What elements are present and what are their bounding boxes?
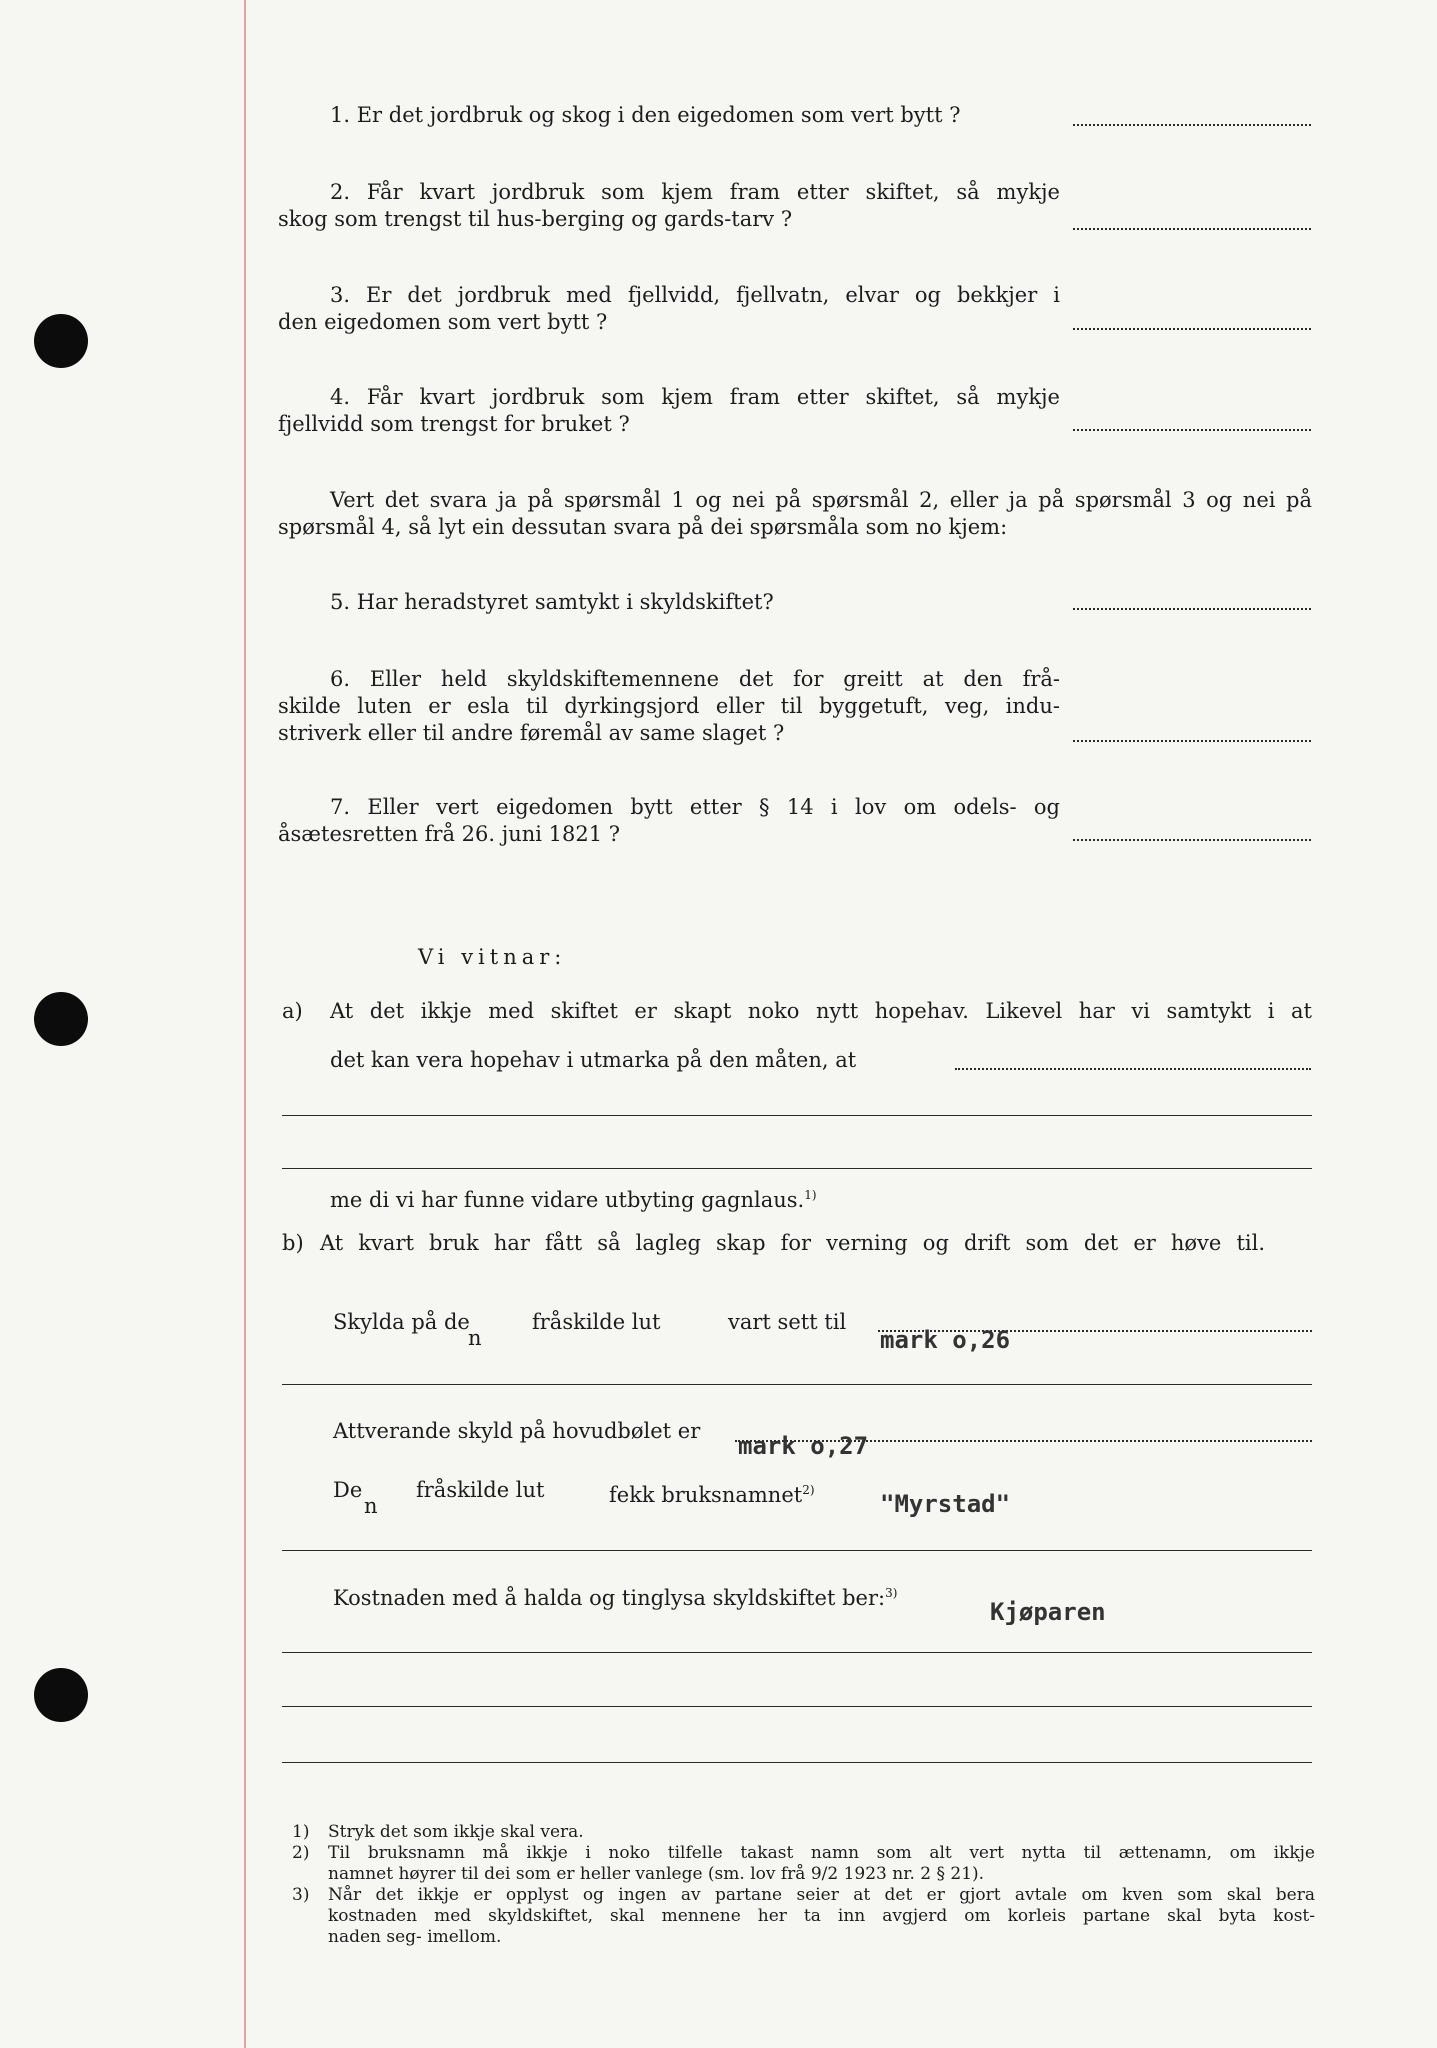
answer-line-1[interactable] [1073, 124, 1311, 126]
question-2-line-2: skog som trengst til hus-berging og gards-tarv ? [278, 207, 793, 231]
footnote-3-line-1: Når det ikkje er opplyst og ingen av partane seier at det er gjort avtale om kven som skal bera [328, 1885, 1315, 1905]
kostnad-line-3[interactable] [282, 1762, 1312, 1763]
bruksnamn-line[interactable] [282, 1550, 1312, 1551]
item-b-label: b) [282, 1231, 304, 1255]
den-suffix: n [364, 1494, 378, 1518]
attverande-value: mark o,27 [738, 1432, 869, 1460]
kostnad-line-2[interactable] [282, 1706, 1312, 1707]
footnote-2-mark: 2) [292, 1843, 310, 1863]
footnote-2-line-1: Til bruksnamn må ikkje i noko tilfelle takast namn som alt vert nytta til ættenamn, om ikkje [328, 1843, 1315, 1863]
skylda-line-2[interactable] [282, 1384, 1312, 1385]
kostnad-label: Kostnaden med å halda og tinglysa skyldskiftet ber:$^{3)}$ [333, 1586, 898, 1610]
answer-line-3[interactable] [1073, 328, 1311, 330]
question-2-line-1: 2. Får kvart jordbruk som kjem fram etter skiftet, så mykje [330, 180, 1060, 204]
intro-line-2: spørsmål 4, så lyt ein dessutan svara på dei spørsmåla som no kjem: [278, 515, 1008, 539]
den-label: De [333, 1478, 363, 1502]
question-3-line-2: den eigedomen som vert bytt ? [278, 310, 608, 334]
question-6-line-1: 6. Eller held skyldskiftemennene det for greitt at den frå- [330, 667, 1060, 691]
intro-line-1: Vert det svara ja på spørsmål 1 og nei på spørsmål 2, eller ja på spørsmål 3 og nei på [330, 488, 1312, 512]
kostnad-line-1[interactable] [282, 1652, 1312, 1653]
question-3-line-1: 3. Er det jordbruk med fjellvidd, fjellvatn, elvar og bekkjer i [330, 283, 1060, 307]
item-a-line-1: At det ikkje med skiftet er skapt noko nytt hopehav. Likevel har vi samtykt i at [330, 999, 1312, 1023]
footnote-3-line-3: naden seg- imellom. [328, 1927, 502, 1947]
skylda-suffix: n [468, 1326, 482, 1350]
question-6-line-2: skilde luten er esla til dyrkingsjord eller til byggetuft, veg, indu- [278, 694, 1060, 718]
footnote-3-line-2: kostnaden med skyldskiftet, skal mennene her ta inn avgjerd om korleis partane skal byta kost- [328, 1906, 1315, 1926]
answer-line-4[interactable] [1073, 429, 1311, 431]
footnote-1: Stryk det som ikkje skal vera. [328, 1822, 584, 1842]
punch-hole [34, 992, 88, 1046]
question-4-line-1: 4. Får kvart jordbruk som kjem fram etter skiftet, så mykje [330, 385, 1060, 409]
skylda-label-3: vart sett til [728, 1310, 847, 1334]
footnote-2-line-2: namnet høyrer til dei som er heller vanlege (sm. lov frå 9/2 1923 nr. 2 § 21). [328, 1864, 985, 1884]
answer-line-6[interactable] [1073, 740, 1311, 742]
bruksnamn-value: "Myrstad" [880, 1490, 1011, 1518]
skylda-label: Skylda på de [333, 1310, 470, 1334]
skylda-label-2: fråskilde lut [532, 1310, 661, 1334]
punch-hole [34, 1668, 88, 1722]
item-a-line-2: det kan vera hopehav i utmarka på den måten, at [330, 1048, 857, 1072]
question-4-line-2: fjellvidd som trengst for bruket ? [278, 412, 630, 436]
question-7-line-1: 7. Eller vert eigedomen bytt etter § 14 i lov om odels- og [330, 795, 1060, 819]
punch-hole [34, 314, 88, 368]
hopehav-line-2[interactable] [282, 1115, 1312, 1116]
hopehav-line-1[interactable] [955, 1068, 1311, 1070]
answer-line-5[interactable] [1073, 608, 1311, 610]
question-5: 5. Har heradstyret samtykt i skyldskiftet? [330, 590, 774, 614]
kostnad-value: Kjøparen [990, 1598, 1106, 1626]
answer-line-2[interactable] [1073, 228, 1311, 230]
question-7-line-2: åsætesretten frå 26. juni 1821 ? [278, 822, 621, 846]
answer-line-7[interactable] [1073, 839, 1311, 841]
witness-heading: Vi vitnar: [418, 945, 567, 969]
item-a-label: a) [282, 999, 303, 1023]
margin-line [244, 0, 246, 2048]
bruksnamn-label: fekk bruksnamnet$^{2)}$ [609, 1483, 815, 1507]
attverande-label: Attverande skyld på hovudbølet er [333, 1419, 701, 1443]
footnote-1-mark: 1) [292, 1822, 310, 1842]
question-1: 1. Er det jordbruk og skog i den eigedomen som vert bytt ? [330, 103, 961, 127]
fraskilde-label: fråskilde lut [416, 1478, 545, 1502]
skylda-value: mark o,26 [880, 1326, 1011, 1354]
question-6-line-3: striverk eller til andre føremål av same slaget ? [278, 721, 785, 745]
item-a-end: me di vi har funne vidare utbyting gagnlaus.$^{1)}$ [330, 1188, 817, 1212]
hopehav-line-3[interactable] [282, 1168, 1312, 1169]
item-b-line-1: At kvart bruk har fått så lagleg skap for verning og drift som det er høve til. [320, 1231, 1265, 1255]
footnote-3-mark: 3) [292, 1885, 310, 1905]
